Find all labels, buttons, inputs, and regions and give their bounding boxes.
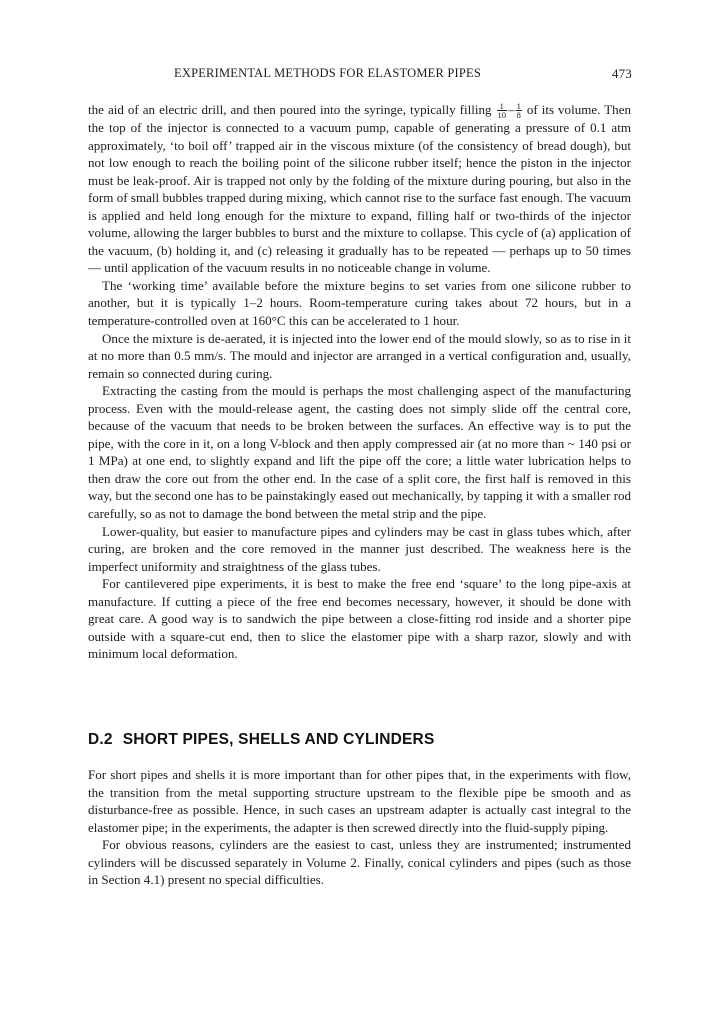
section-title: SHORT PIPES, SHELLS AND CYLINDERS [122, 731, 435, 748]
running-head-title: EXPERIMENTAL METHODS FOR ELASTOMER PIPES [174, 66, 482, 80]
fraction-one-eighth: $\frac{1}{8}$ [516, 101, 521, 120]
paragraph: For cantilevered pipe experiments, it is best to make the free end ‘square’ to the long pipe-axis at manufacture. If cutting a piece of the free end becomes necessary, however, it should be done with great care. A good way is to sandwich the pipe between a close-fitting rod inside and a shorter pipe outside with a square-cut end, then to slice the elastomer pipe with a sharp razor, slowly and with minimum local deformation. [88, 576, 631, 662]
paragraph: Once the mixture is de-aerated, it is injected into the lower end of the mould slowly, so as to rise in it at no more than 0.5 mm/s. The mould and injector are arranged in a vertical configuration and, usually, remain so connected during curing. [88, 330, 631, 381]
body-text-top [88, 101, 631, 663]
fraction-one-tenth: $\frac{1}{10}$ [497, 101, 507, 120]
body-text-bottom [88, 766, 631, 889]
section-number: D.2 [88, 731, 113, 748]
paragraph: the aid of an electric drill, and then poured into the syringe, typically filling $\frac{1}{10}$ – $\frac{1}{8}$ of its volume. Then the top of the injector is connected to a vacuum pump, capable of generating a pressure of 0.1 atm approximately, ‘to boil off’ trapped air in the viscous mixture (of the consistency of bread dough), but not low enough to reach the boiling point of the silicone rubber itself; hence the piston in the injector must be leak-proof. Air is trapped not only by the folding of the mixture during pouring, but also in the form of small bubbles trapped during mixing, which cannot rise to the surface fast enough. The vacuum is applied and held long enough for the mixture to expand, filling half or two-thirds of the injector volume, allowing the larger bubbles to burst and the mixture to collapse. This cycle of (a) application of the vacuum, (b) holding it, and (c) releasing it gradually has to be repeated — perhaps up to 50 times — until application of the vacuum results in no noticeable change in volume. [88, 101, 632, 276]
paragraph: The ‘working time’ available before the mixture begins to set varies from one silicone rubber to another, but it is typically 1–2 hours. Room-temperature curing takes about 72 hours, but in a temperature-controlled oven at 160°C this can be accelerated to 1 hour. [88, 277, 631, 329]
paragraph: Extracting the casting from the mould is perhaps the most challenging aspect of the manufacturing process. Even with the mould-release agent, the casting does not simply slide off the central core, because of the vacuum that needs to be broken between the surfaces. An effective way is to put the pipe, with the core in it, on a long V-block and then apply compressed air (at no more than ~ 140 psi or 1 MPa) at one end, to slightly expand and lift the pipe off the core; a little water lubrication helps to then draw the core out from the other end. In the case of a split core, the first half is removed in this way, but the second one has to be painstakingly eased out mechanically, by tapping it with a smaller rod carefully, so as not to damage the bond between the metal strip and the pipe. [88, 383, 631, 522]
paragraph: For short pipes and shells it is more important than for other pipes that, in the experiments with flow, the transition from the metal supporting structure upstream to the flexible pipe be smooth and as disturbance-free as possible. Hence, in such cases an upstream adapter is actually cast integral to the elastomer pipe; in the experiments, the adapter is then screwed directly into the fluid-supply piping. [88, 767, 631, 835]
paragraph: Lower-quality, but easier to manufacture pipes and cylinders may be cast in glass tubes which, after curing, are broken and the core removed in the manner just described. The weakness here is the imperfect uniformity and straightness of the glass tubes. [88, 523, 631, 574]
page-number: 473 [611, 66, 632, 81]
section-heading [88, 731, 435, 749]
paragraph: For obvious reasons, cylinders are the easiest to cast, unless they are instrumented; instrumented cylinders will be discussed separately in Volume 2. Finally, conical cylinders and pipes (such as those in Section 4.1) present no special difficulties. [88, 837, 631, 888]
